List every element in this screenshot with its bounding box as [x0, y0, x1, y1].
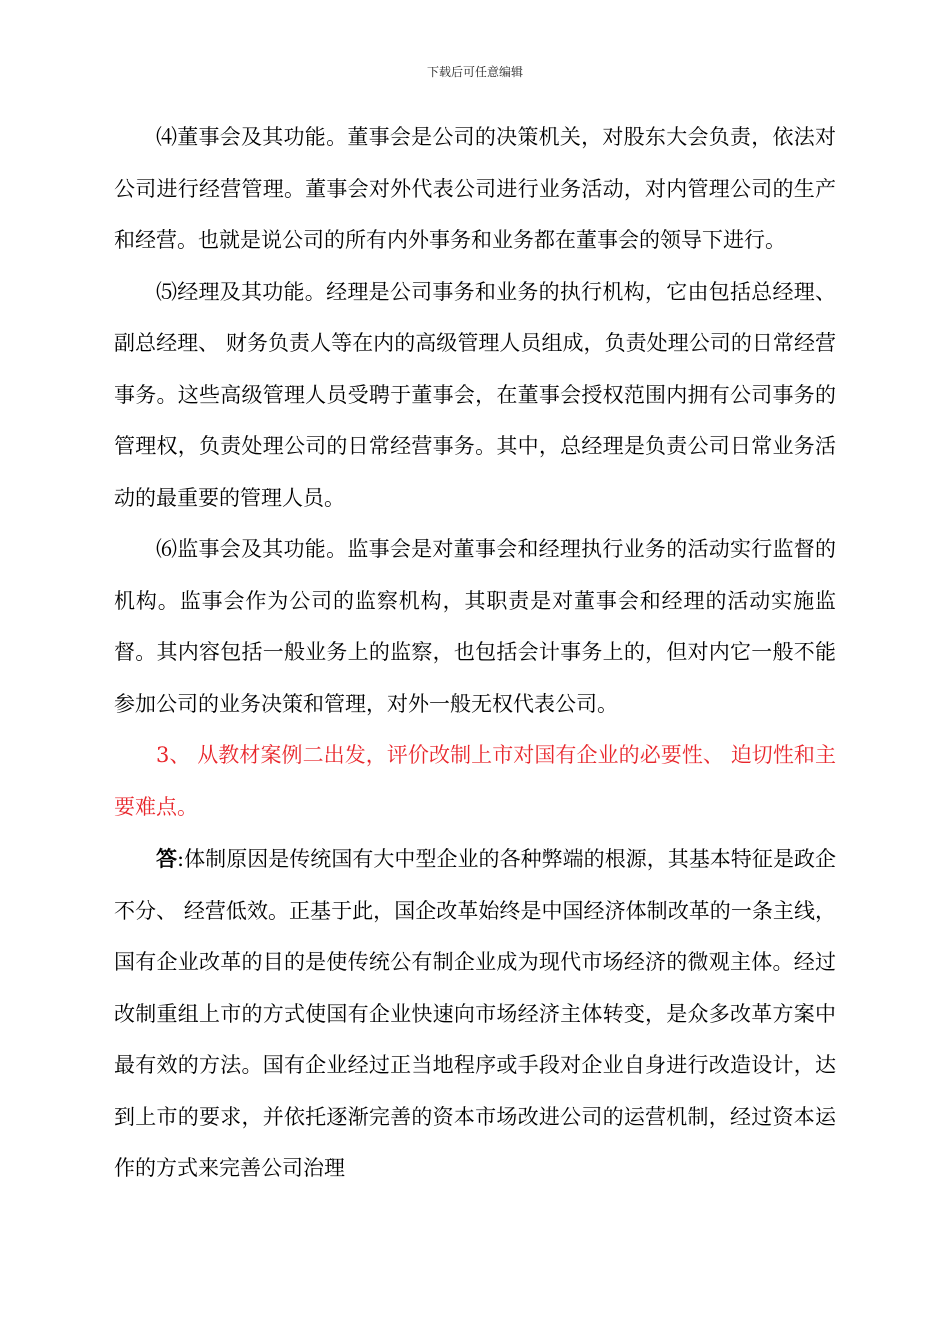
paragraph-board-of-directors: ⑷董事会及其功能。董事会是公司的决策机关，对股东大会负责，依法对公司进行经营管理。董事会对外代表公司进行业务活动，对内管理公司的生产和经营。也就是说公司的所有内外事务和业务都在董事会的领导下进行。	[114, 125, 836, 252]
paragraph-supervisory-board: ⑹监事会及其功能。监事会是对董事会和经理执行业务的活动实行监督的机构。监事会作为公司的监察机构，其职责是对董事会和经理的活动实施监督。其内容包括一般业务上的监察，也包括会计事务上的，但对内它一般不能参加公司的业务决策和管理，对外一般无权代表公司。	[114, 537, 836, 716]
answer-label: 答	[156, 846, 178, 871]
page-header: 下载后可任意编辑	[426, 65, 523, 79]
paragraph-manager: ⑸经理及其功能。经理是公司事务和业务的执行机构，它由包括总经理、 副总经理、 财务负责人等在内的高级管理人员组成，负责处理公司的日常经营事务。这些高级管理人员受聘于董事会，在董事会授权范围内拥有公司事务的管理权，负责处理公司的日常经营事务。其中，总经理是负责公司日常业务活动的最重要的管理人员。	[114, 279, 836, 510]
answer-text: :体制原因是传统国有大中型企业的各种弊端的根源，其基本特征是政企不分、 经营低效。正基于此，国企改革始终是中国经济体制改革的一条主线，国有企业改革的目的是使传统公有制企业成为现代市场经济的微观主体。经过改制重组上市的方式使国有企业快速向市场经济主体转变，是众多改革方案中最有效的方法。国有企业经过正当地程序或手段对企业自身进行改造设计，达到上市的要求，并依托逐渐完善的资本市场改进公司的运营机制，经过资本运作的方式来完善公司治理	[114, 847, 836, 1180]
document-body	[114, 112, 836, 1195]
question-3: 3、 从教材案例二出发，评价改制上市对国有企业的必要性、 迫切性和主要难点。	[114, 743, 836, 819]
answer-paragraph	[114, 833, 836, 1195]
